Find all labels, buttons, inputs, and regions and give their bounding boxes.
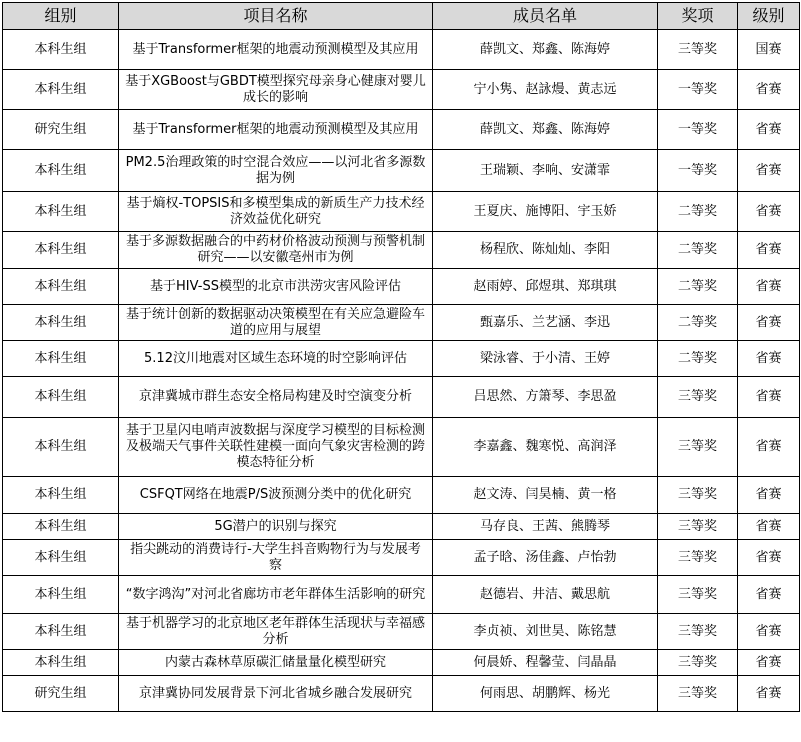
- group-cell: 本科生组: [3, 377, 119, 418]
- level-cell: 省赛: [738, 341, 800, 377]
- table-row: [3, 514, 800, 540]
- award-cell: 二等奖: [658, 341, 738, 377]
- header-level: 级别: [738, 3, 800, 30]
- header-award: 奖项: [658, 3, 738, 30]
- group-cell: 本科生组: [3, 341, 119, 377]
- members-cell: 李贞祯、刘世昊、陈铭慧: [433, 614, 658, 650]
- project-name-cell: 京津冀城市群生态安全格局构建及时空演变分析: [119, 377, 433, 418]
- members-cell: 吕思然、方箫琴、李思盈: [433, 377, 658, 418]
- table-row: [3, 341, 800, 377]
- level-cell: 省赛: [738, 540, 800, 576]
- group-cell: 本科生组: [3, 30, 119, 70]
- award-cell: 二等奖: [658, 232, 738, 269]
- table-row: [3, 576, 800, 614]
- group-cell: 本科生组: [3, 232, 119, 269]
- members-cell: 杨程欣、陈灿灿、李阳: [433, 232, 658, 269]
- members-cell: 马存良、王茜、熊腾琴: [433, 514, 658, 540]
- table-row: [3, 192, 800, 232]
- award-cell: 一等奖: [658, 150, 738, 192]
- members-cell: 何晨娇、程馨莹、闫晶晶: [433, 650, 658, 676]
- project-name-cell: 基于熵权-TOPSIS和多模型集成的新质生产力技术经济效益优化研究: [119, 192, 433, 232]
- members-cell: 孟子晗、汤佳鑫、卢怡勃: [433, 540, 658, 576]
- award-cell: 三等奖: [658, 514, 738, 540]
- group-cell: 本科生组: [3, 70, 119, 110]
- award-cell: 二等奖: [658, 192, 738, 232]
- table-row: [3, 540, 800, 576]
- award-cell: 一等奖: [658, 70, 738, 110]
- project-name-cell: PM2.5治理政策的时空混合效应——以河北省多源数据为例: [119, 150, 433, 192]
- project-name-cell: “数字鸿沟”对河北省廊坊市老年群体生活影响的研究: [119, 576, 433, 614]
- members-cell: 梁泳睿、于小清、王婷: [433, 341, 658, 377]
- group-cell: 研究生组: [3, 110, 119, 150]
- level-cell: 省赛: [738, 377, 800, 418]
- award-cell: 三等奖: [658, 30, 738, 70]
- award-cell: 三等奖: [658, 614, 738, 650]
- header-project: 项目名称: [119, 3, 433, 30]
- members-cell: 李嘉鑫、魏寒悦、高润泽: [433, 418, 658, 477]
- award-cell: 三等奖: [658, 477, 738, 514]
- group-cell: 本科生组: [3, 650, 119, 676]
- awards-table: [2, 2, 800, 712]
- level-cell: 省赛: [738, 477, 800, 514]
- members-cell: 薛凯文、郑鑫、陈海婷: [433, 30, 658, 70]
- level-cell: 省赛: [738, 676, 800, 712]
- level-cell: 省赛: [738, 576, 800, 614]
- table-row: [3, 70, 800, 110]
- award-cell: 二等奖: [658, 269, 738, 305]
- group-cell: 本科生组: [3, 269, 119, 305]
- group-cell: 本科生组: [3, 477, 119, 514]
- level-cell: 国赛: [738, 30, 800, 70]
- table-row: [3, 305, 800, 341]
- table-row: [3, 477, 800, 514]
- header-group: 组别: [3, 3, 119, 30]
- group-cell: 本科生组: [3, 305, 119, 341]
- group-cell: 本科生组: [3, 514, 119, 540]
- group-cell: 本科生组: [3, 576, 119, 614]
- members-cell: 赵文涛、闫昊楠、黄一格: [433, 477, 658, 514]
- project-name-cell: 基于多源数据融合的中药材价格波动预测与预警机制研究——以安徽亳州市为例: [119, 232, 433, 269]
- table-row: [3, 232, 800, 269]
- group-cell: 本科生组: [3, 614, 119, 650]
- project-name-cell: 5.12汶川地震对区域生态环境的时空影响评估: [119, 341, 433, 377]
- level-cell: 省赛: [738, 514, 800, 540]
- level-cell: 省赛: [738, 232, 800, 269]
- members-cell: 王夏庆、施博阳、宇玉娇: [433, 192, 658, 232]
- members-cell: 宁小隽、赵詠熳、黄志远: [433, 70, 658, 110]
- group-cell: 本科生组: [3, 540, 119, 576]
- table-row: [3, 269, 800, 305]
- table-row: [3, 30, 800, 70]
- table-row: [3, 377, 800, 418]
- level-cell: 省赛: [738, 418, 800, 477]
- table-row: [3, 676, 800, 712]
- level-cell: 省赛: [738, 650, 800, 676]
- table-row: [3, 150, 800, 192]
- award-cell: 三等奖: [658, 576, 738, 614]
- header-members: 成员名单: [433, 3, 658, 30]
- members-cell: 赵德岩、井洁、戴思航: [433, 576, 658, 614]
- award-cell: 三等奖: [658, 377, 738, 418]
- project-name-cell: CSFQT网络在地震P/S波预测分类中的优化研究: [119, 477, 433, 514]
- award-cell: 二等奖: [658, 305, 738, 341]
- award-cell: 三等奖: [658, 418, 738, 477]
- members-cell: 薛凯文、郑鑫、陈海婷: [433, 110, 658, 150]
- award-cell: 三等奖: [658, 676, 738, 712]
- table-row: [3, 418, 800, 477]
- project-name-cell: 基于统计创新的数据驱动决策模型在有关应急避险车道的应用与展望: [119, 305, 433, 341]
- level-cell: 省赛: [738, 70, 800, 110]
- level-cell: 省赛: [738, 110, 800, 150]
- table-row: [3, 650, 800, 676]
- table-row: [3, 110, 800, 150]
- project-name-cell: 京津冀协同发展背景下河北省城乡融合发展研究: [119, 676, 433, 712]
- award-cell: 一等奖: [658, 110, 738, 150]
- project-name-cell: 指尖跳动的消费诗行-大学生抖音购物行为与发展考察: [119, 540, 433, 576]
- award-cell: 三等奖: [658, 540, 738, 576]
- project-name-cell: 基于Transformer框架的地震动预测模型及其应用: [119, 110, 433, 150]
- group-cell: 本科生组: [3, 150, 119, 192]
- table-row: [3, 614, 800, 650]
- group-cell: 本科生组: [3, 192, 119, 232]
- members-cell: 甄嘉乐、兰艺涵、李迅: [433, 305, 658, 341]
- group-cell: 本科生组: [3, 418, 119, 477]
- level-cell: 省赛: [738, 269, 800, 305]
- level-cell: 省赛: [738, 614, 800, 650]
- award-cell: 三等奖: [658, 650, 738, 676]
- members-cell: 赵雨婷、邱煜琪、郑琪琪: [433, 269, 658, 305]
- project-name-cell: 基于机器学习的北京地区老年群体生活现状与幸福感分析: [119, 614, 433, 650]
- members-cell: 何雨思、胡鹏辉、杨光: [433, 676, 658, 712]
- level-cell: 省赛: [738, 305, 800, 341]
- level-cell: 省赛: [738, 150, 800, 192]
- header-row: [3, 3, 800, 30]
- members-cell: 王瑞颖、李响、安潇霏: [433, 150, 658, 192]
- level-cell: 省赛: [738, 192, 800, 232]
- project-name-cell: 5G潜户的识别与探究: [119, 514, 433, 540]
- project-name-cell: 基于XGBoost与GBDT模型探究母亲身心健康对婴儿成长的影响: [119, 70, 433, 110]
- project-name-cell: 基于Transformer框架的地震动预测模型及其应用: [119, 30, 433, 70]
- project-name-cell: 基于HIV-SS模型的北京市洪涝灾害风险评估: [119, 269, 433, 305]
- project-name-cell: 内蒙古森林草原碳汇储量量化模型研究: [119, 650, 433, 676]
- project-name-cell: 基于卫星闪电哨声波数据与深度学习模型的目标检测及极端天气事件关联性建模一面向气象灾害检测的跨模态特征分析: [119, 418, 433, 477]
- group-cell: 研究生组: [3, 676, 119, 712]
